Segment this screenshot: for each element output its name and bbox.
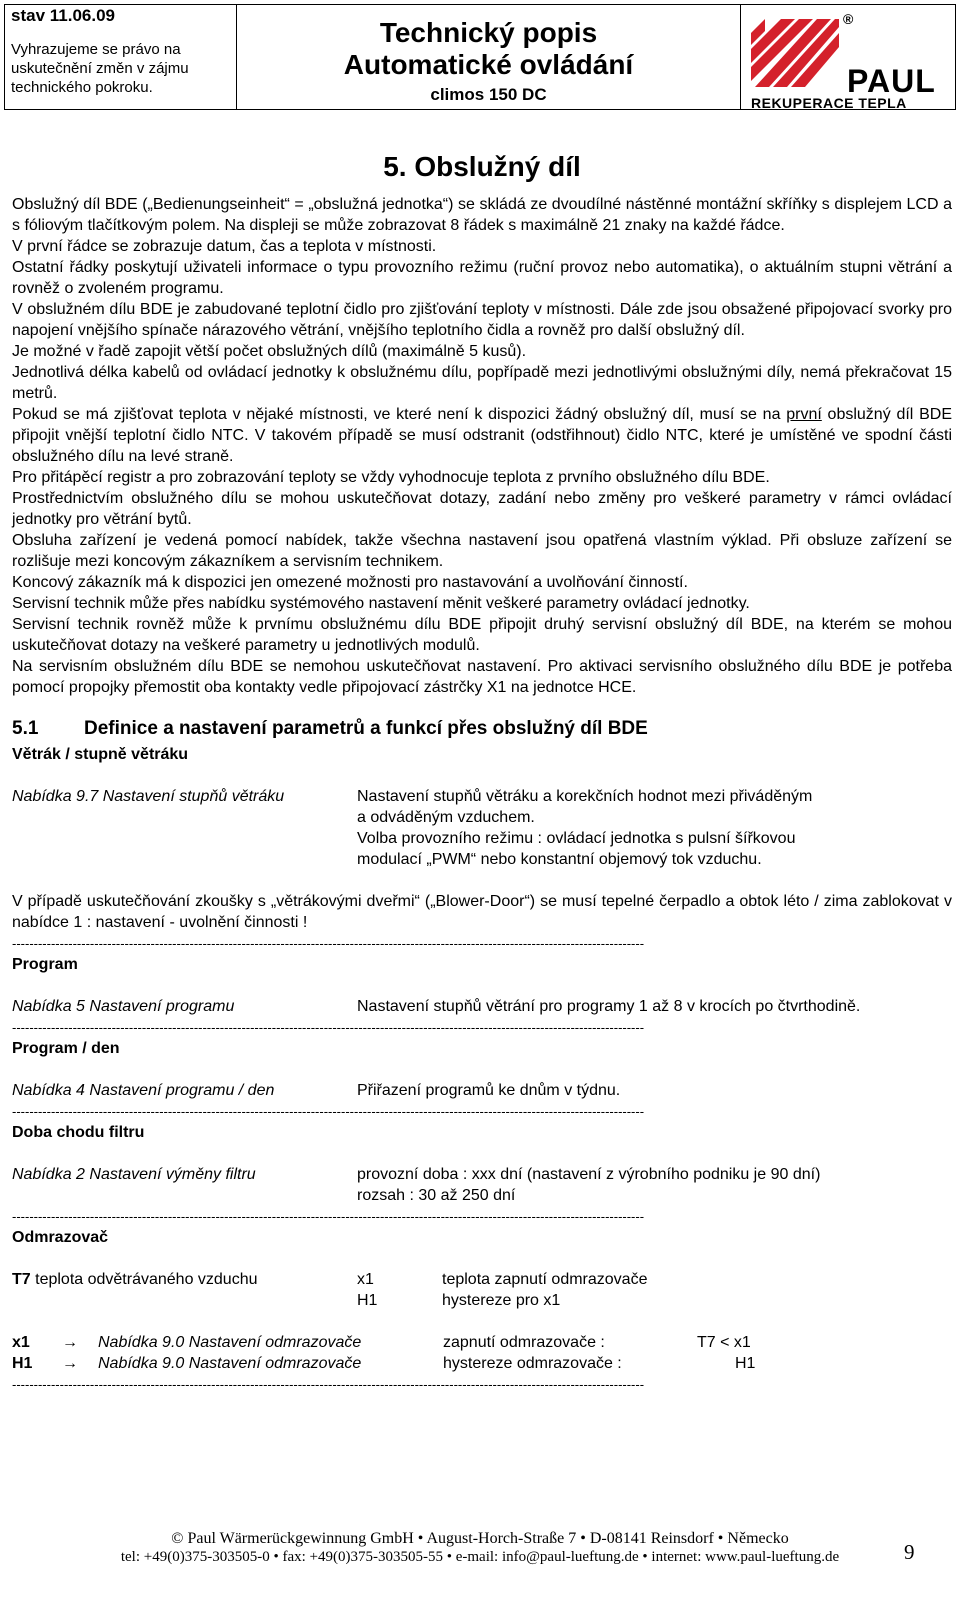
footer-contact: tel: +49(0)375-303505-0 • fax: +49(0)375-303505-55 • e-mail: info@paul-lueftung.de • internet: www.paul-lueftung.de: [120, 1549, 840, 1565]
paragraph: Jednotlivá délka kabelů od ovládací jednotky k obslužnému dílu, popřípadě mezi jednotlivými obslužnými díly, nemá překračovat 15 metrů.: [12, 364, 952, 402]
status-date: stav 11.06.09: [11, 6, 115, 25]
divider: --------------------------------------------------------------------------------------------------------------------------------------------------: [12, 1377, 645, 1392]
h1-desc: hystereze pro x1: [442, 1292, 561, 1309]
x1-symbol: x1: [12, 1334, 30, 1351]
subsection-title: Definice a nastavení parametrů a funkcí přes obslužný díl BDE: [84, 718, 648, 739]
ntc-underlined: první: [786, 406, 822, 423]
program-day-menu-desc: Přiřazení programů ke dnům v týdnu.: [357, 1082, 621, 1099]
fan-heading: Větrák / stupně větráku: [12, 746, 189, 763]
fan-menu-row: [12, 786, 952, 870]
desc-line: Volba provozního režimu : ovládací jednotka s pulsní šířkovou: [357, 830, 796, 847]
paragraph: V obslužném dílu BDE je zabudované teplotní čidlo pro zjišťování teploty v místnosti. Dále zde jsou obsažené připojovací svorky pro napojení vnějšího spínače nárazového větrání, vnějšího teplotního čidla a rovněž pro další obslužný díl.: [12, 301, 952, 339]
program-day-menu-label: Nabídka 4 Nastavení programu / den: [12, 1082, 275, 1099]
filter-menu-desc: [357, 1164, 952, 1206]
reserve-line: technického pokroku.: [11, 79, 153, 96]
x1-function: zapnutí odmrazovače :: [443, 1334, 605, 1351]
paragraph: Prostřednictvím obslužného dílu se mohou uskutečňovat dotazy, zadání nebo změny pro veškeré parametry v rámci ovládací jednotky pro větrání bytů.: [12, 490, 952, 528]
divider: --------------------------------------------------------------------------------------------------------------------------------------------------: [12, 1209, 645, 1224]
x1-code: x1: [357, 1271, 374, 1288]
doc-model: climos 150 DC: [430, 85, 547, 104]
section-heading: 5. Obslužný díl: [383, 151, 581, 182]
ntc-text: obslužný díl BDE připojit vnější teplotní čidlo NTC. V takovém případě se musí odstranit (odstřihnout) čidlo NTC, které je umístěné ve spodní části obslužného dílu na levé straně.: [12, 406, 953, 465]
filter-menu-label: Nabídka 2 Nastavení výměny filtru: [12, 1166, 256, 1183]
blower-door-note: V případě uskutečňování zkoušky s „větrákovými dveřmi“ („Blower-Door“) se musí tepelné čerpadlo a obtok léto / zima zablokovat v nabídce 1 : nastavení - uvolnění činnosti !: [12, 893, 952, 931]
page-number: 9: [904, 1540, 915, 1564]
h1-code: H1: [357, 1292, 378, 1309]
page-content: [12, 150, 952, 1395]
paragraph-ntc: [12, 404, 952, 467]
reserve-note: [11, 40, 230, 97]
program-day-menu-row: [12, 1080, 952, 1101]
header-logo-cell: [741, 5, 955, 109]
filter-menu-row: [12, 1164, 952, 1206]
x1-menu-row: [12, 1332, 952, 1353]
h1-value: H1: [735, 1355, 756, 1372]
logo-subtitle: REKUPERACE TEPLA: [751, 95, 907, 111]
program-day-heading: Program / den: [12, 1040, 120, 1057]
filter-heading: Doba chodu filtru: [12, 1124, 145, 1141]
x1-value: T7 < x1: [697, 1334, 751, 1351]
paragraph: Je možné v řadě zapojit větší počet obslužných dílů (maximálně 5 kusů).: [12, 343, 527, 360]
paragraph: Ostatní řádky poskytují uživateli informace o typu provozního režimu (ruční provoz nebo automatika), o aktuálním stupni větrání a rovněž o zvoleném programu.: [12, 259, 952, 297]
h1-menu-row: [12, 1353, 952, 1374]
t7-code: T7: [12, 1271, 31, 1288]
doc-subtitle: Automatické ovládání: [343, 49, 634, 80]
h1-function: hystereze odmrazovače :: [443, 1355, 622, 1372]
desc-line: a odváděným vzduchem.: [357, 809, 535, 826]
paragraph: Obsluha zařízení je vedená pomocí nabídek, takže všechna nastavení jsou opatřená vlastním výklad. Při obsluze zařízení se rozlišuje mezi koncovým zákazníkem a servisním technikem.: [12, 532, 952, 570]
x1-menu-label: Nabídka 9.0 Nastavení odmrazovače: [98, 1334, 362, 1351]
defrost-heading: Odmrazovač: [12, 1229, 109, 1246]
t7-label: teplota odvětrávaného vzduchu: [30, 1271, 258, 1288]
document-header: [4, 4, 956, 110]
program-menu-desc: Nastavení stupňů větrání pro programy 1 až 8 v krocích po čtvrthodině.: [357, 998, 861, 1015]
arrow-icon: →: [62, 1355, 78, 1372]
paragraph: Servisní technik může přes nabídku systémového nastavení měnit veškeré parametry ovládací jednotky.: [12, 595, 750, 612]
ntc-text: Pokud se má zjišťovat teplota v nějaké místnosti, ve které není k dispozici žádný obslužný díl, musí se na: [12, 406, 787, 423]
desc-line: provozní doba : xxx dní (nastavení z výrobního podniku je 90 dní): [357, 1166, 821, 1183]
paragraph: Pro přitápěcí registr a pro zobrazování teploty se vždy vyhodnocuje teplota z prvního obslužného dílu BDE.: [12, 469, 770, 486]
doc-title: Technický popis: [379, 17, 598, 48]
fan-menu-label: Nabídka 9.7 Nastavení stupňů větráku: [12, 788, 285, 805]
program-menu-row: [12, 996, 952, 1017]
header-left-cell: [5, 5, 237, 109]
reserve-line: Vyhrazujeme se právo na: [11, 41, 181, 58]
paragraph: Obslužný díl BDE („Bedienungseinheit“ = „obslužná jednotka“) se skládá ze dvoudílné nástěnné montážní skříňky s displejem LCD a s fóliovým tlačítkovým polem. Na displeji se může zobrazovat 8 řádek s maximálně 21 znaky na každé řádce.: [12, 196, 952, 234]
paragraph: Na servisním obslužném dílu BDE se nemohou uskutečňovat nastavení. Pro aktivaci servisního obslužného dílu BDE je potřeba pomocí propojky přemostit oba kontakty vedle připojovací zástrčky X1 na jednotce HCE.: [12, 658, 952, 696]
paragraph: Koncový zákazník má k dispozici jen omezené možnosti pro nastavování a uvolňování činností.: [12, 574, 688, 591]
header-title-cell: [237, 5, 741, 109]
h1-menu-label: Nabídka 9.0 Nastavení odmrazovače: [98, 1355, 362, 1372]
x1-desc: teplota zapnutí odmrazovače: [442, 1271, 648, 1288]
divider: --------------------------------------------------------------------------------------------------------------------------------------------------: [12, 936, 645, 951]
desc-line: rozsah : 30 až 250 dní: [357, 1187, 516, 1204]
fan-menu-desc: [357, 786, 952, 870]
h1-row: [12, 1290, 952, 1311]
h1-symbol: H1: [12, 1355, 33, 1372]
paragraph: Servisní technik rovněž může k prvnímu obslužnému dílu BDE připojit druhý servisní obslužný díl BDE, na kterém se mohou uskutečňovat dotazy na veškeré parametry u jednotlivých modulů.: [12, 616, 952, 654]
logo-stripes-icon: [751, 11, 841, 91]
reserve-line: uskutečnění změn v zájmu: [11, 60, 189, 77]
paul-logo: [751, 11, 951, 111]
desc-line: Nastavení stupňů větráku a korekčních hodnot mezi přiváděným: [357, 788, 813, 805]
logo-name: PAUL: [847, 63, 936, 99]
divider: --------------------------------------------------------------------------------------------------------------------------------------------------: [12, 1104, 645, 1119]
page-footer: [0, 1530, 960, 1566]
subsection-number: 5.1: [12, 718, 39, 739]
paragraph: V první řádce se zobrazuje datum, čas a teplota v místnosti.: [12, 238, 437, 255]
arrow-icon: →: [62, 1334, 78, 1351]
t7-row: [12, 1269, 952, 1290]
registered-mark: ®: [843, 11, 854, 27]
program-menu-label: Nabídka 5 Nastavení programu: [12, 998, 235, 1015]
divider: --------------------------------------------------------------------------------------------------------------------------------------------------: [12, 1020, 645, 1035]
program-heading: Program: [12, 956, 78, 973]
subsection-heading: [12, 718, 952, 740]
desc-line: modulací „PWM“ nebo konstantní objemový tok vzduchu.: [357, 851, 762, 868]
footer-address: © Paul Wärmerückgewinnung GmbH • August-Horch-Straße 7 • D-08141 Reinsdorf • Německo: [171, 1530, 789, 1547]
